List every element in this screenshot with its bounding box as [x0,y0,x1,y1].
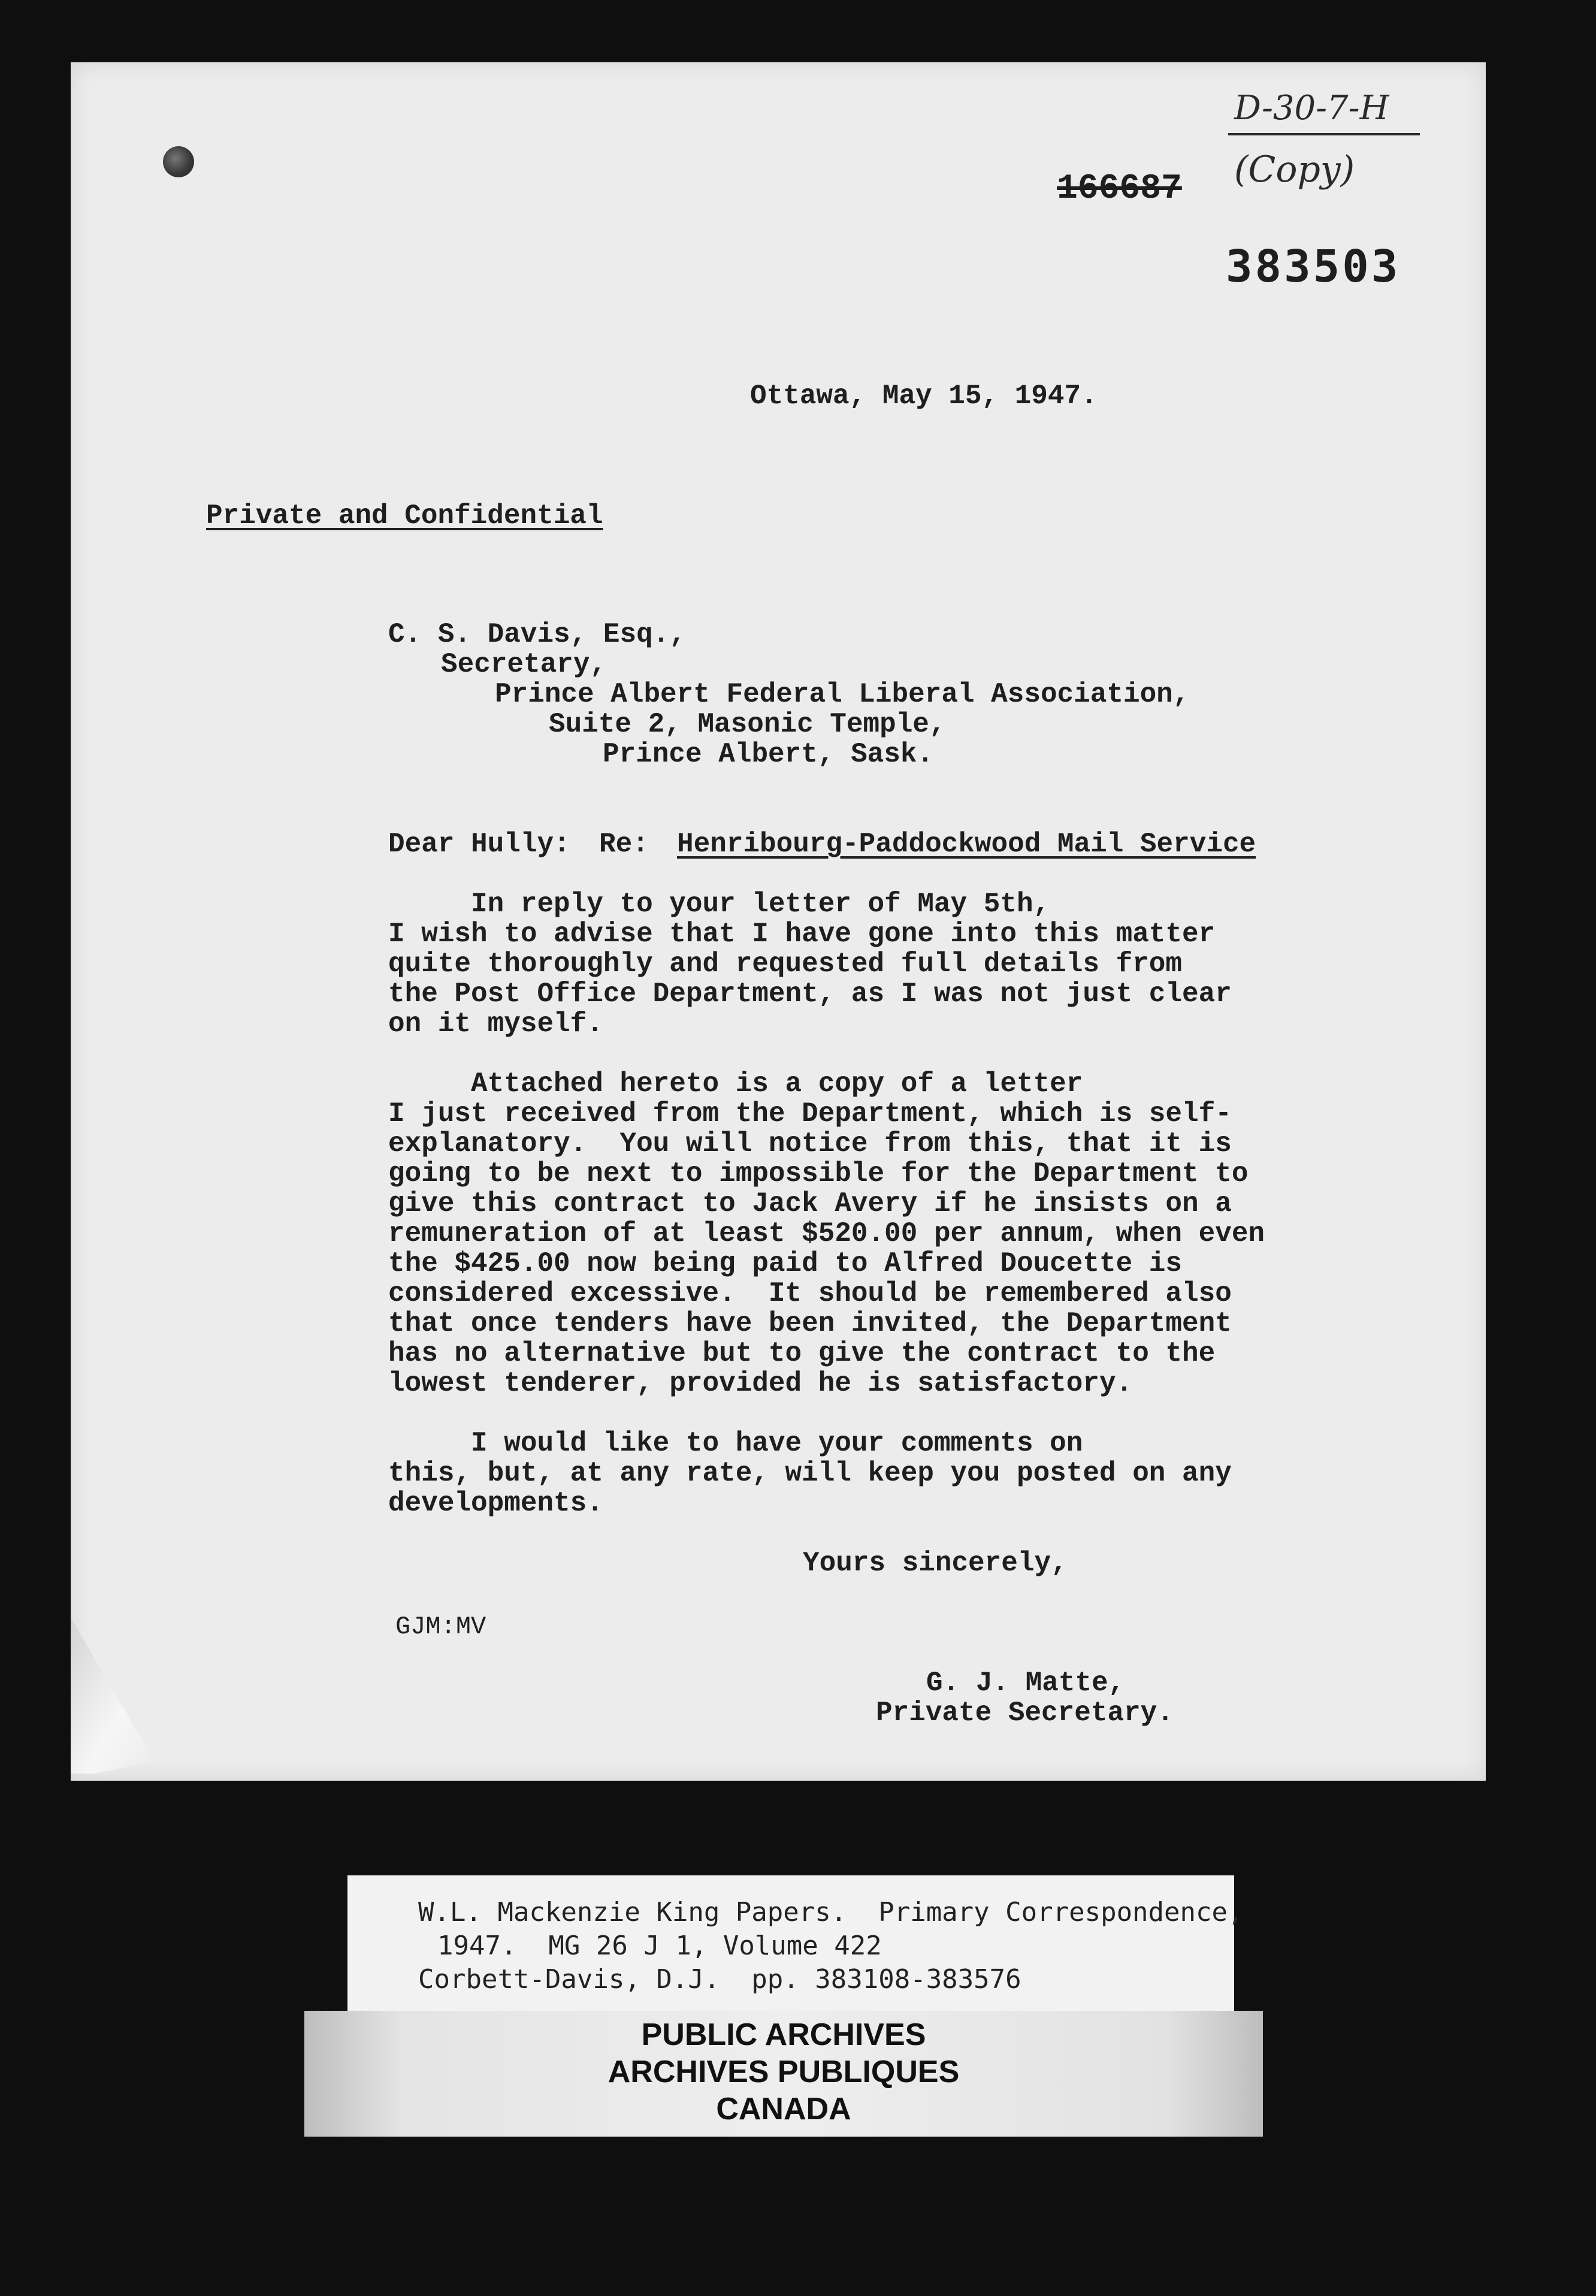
body-line: has no alternative but to give the contract to the [388,1338,1216,1369]
body-line: the Post Office Department, as I was not just clear [388,978,1232,1010]
body-line: on it myself. [388,1008,603,1040]
subject-line: Henribourg-Paddockwood Mail Service [677,829,1256,860]
dateline: Ottawa, May 15, 1947. [750,380,1098,412]
recipient-line: C. S. Davis, Esq., [388,619,686,650]
body-line: remuneration of at least $520.00 per annum, when even [388,1218,1265,1249]
signer-name: G. J. Matte, [926,1667,1125,1699]
recipient-line: Prince Albert Federal Liberal Association, [495,679,1190,710]
body-line: explanatory. You will notice from this, that it is [388,1128,1232,1159]
document-number: 383503 [1226,241,1401,292]
reference-initials: GJM:MV [395,1612,486,1641]
body-line: In reply to your letter of May 5th, [388,889,1050,920]
recipient-line: Suite 2, Masonic Temple, [549,709,946,740]
body-line: I just received from the Department, which is self- [388,1098,1232,1129]
recipient-line: Prince Albert, Sask. [603,739,934,770]
archive-line: PUBLIC ARCHIVES [641,2017,926,2052]
body-line: quite thoroughly and requested full details from [388,948,1183,980]
closing: Yours sincerely, [803,1548,1068,1579]
body-line: the $425.00 now being paid to Alfred Doucette is [388,1248,1183,1279]
archive-line: ARCHIVES PUBLIQUES [607,2055,960,2089]
body-line: going to be next to impossible for the Department to [388,1158,1249,1189]
salutation: Dear Hully: [388,829,570,860]
recipient-line: Secretary, [441,649,607,680]
public-archives-label [304,2011,1263,2137]
body-line: I would like to have your comments on [388,1428,1083,1459]
caption-line: 1947. MG 26 J 1, Volume 422 [437,1931,882,1961]
body-line: this, but, at any rate, will keep you posted on any [388,1458,1232,1489]
copy-annotation: (Copy) [1234,149,1355,191]
caption-line: Corbett-Davis, D.J. pp. 383108-383576 [418,1964,1021,1995]
crossed-out-number: 166687 [1057,170,1182,209]
body-line: developments. [388,1488,603,1519]
body-line: give this contract to Jack Avery if he insists on a [388,1188,1232,1219]
archive-line: CANADA [716,2092,851,2126]
body-line: that once tenders have been invited, the Department [388,1308,1232,1339]
punch-hole [163,146,194,177]
archive-caption-label [347,1875,1244,2017]
body-line: lowest tenderer, provided he is satisfactory. [388,1368,1133,1399]
classification: Private and Confidential [206,500,603,531]
file-code-annotation: D-30-7-H [1234,89,1389,128]
file-code-underline [1228,133,1420,135]
caption-line: W.L. Mackenzie King Papers. Primary Correspondence, [418,1897,1244,1928]
body-line: Attached hereto is a copy of a letter [388,1068,1083,1099]
subject-prefix: Re: [599,829,649,860]
body-line: I wish to advise that I have gone into this matter [388,919,1216,950]
signer-title: Private Secretary. [876,1697,1174,1729]
body-line: considered excessive. It should be remembered also [388,1278,1232,1309]
